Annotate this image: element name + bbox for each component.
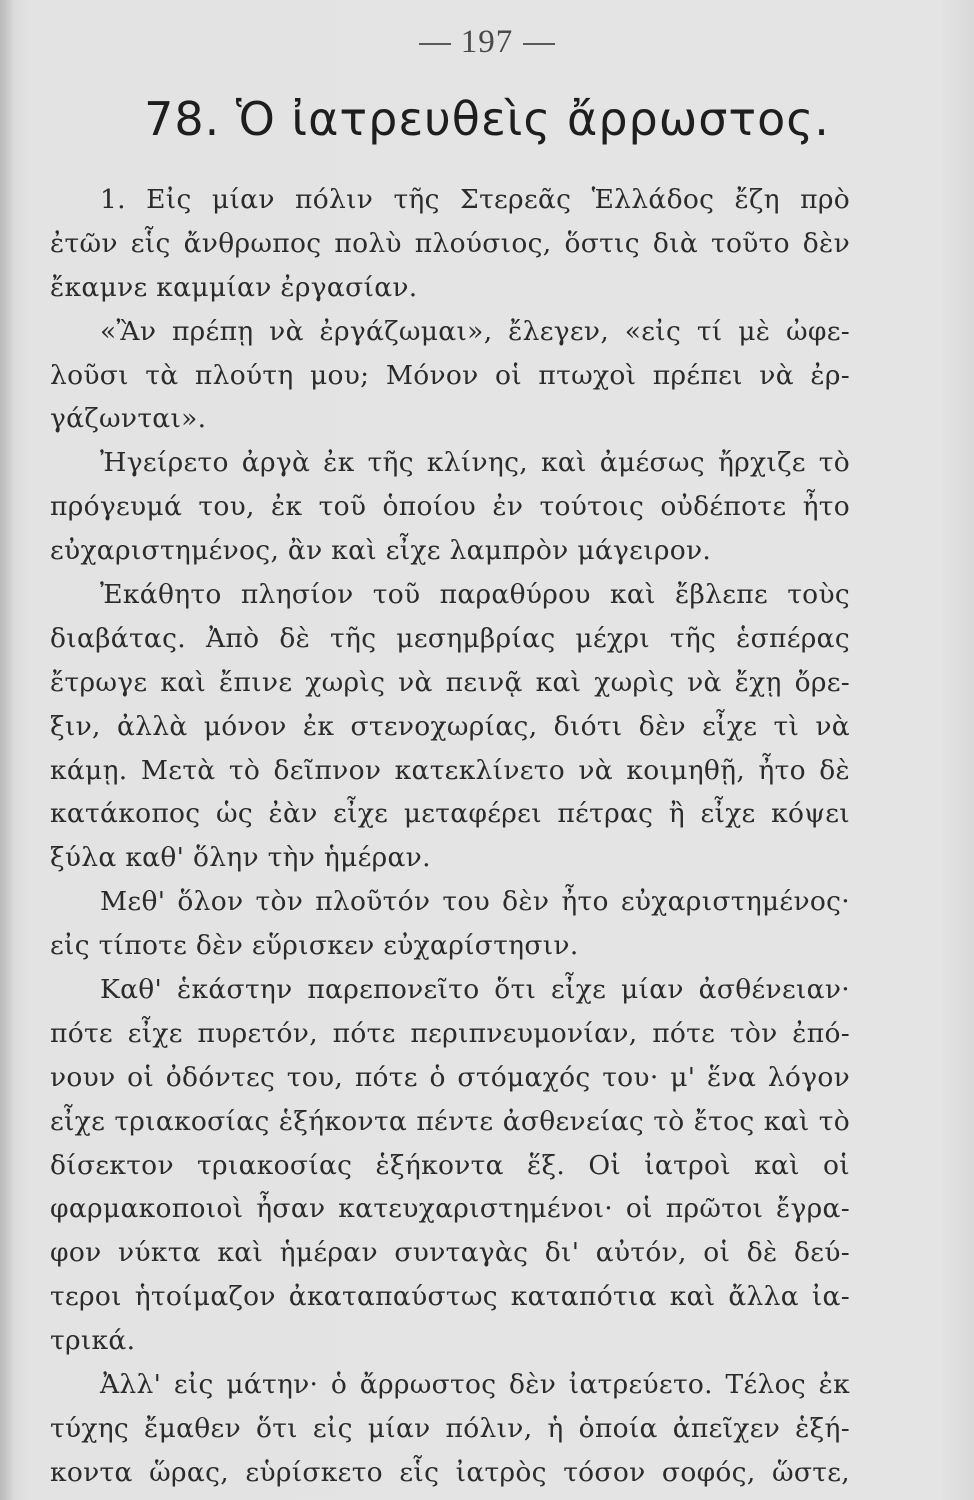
text-line: 1. Εἰς μίαν πόλιν τῆς Στερεᾶς Ἑλλάδος ἔζη πρὸ <box>100 184 850 215</box>
text-line: Ἐκάθητο πλησίον τοῦ παραθύρου καὶ ἔβλεπε τοὺς <box>100 579 850 611</box>
text-line: ἔτρωγε καὶ ἔπινε χωρὶς νὰ πεινᾷ καὶ χωρὶς νὰ ἔχῃ ὄρε- <box>50 666 850 698</box>
text-line: φαρμακοποιοὶ ἦσαν κατευχαριστημένοι· οἱ πρῶτοι ἔγρα- <box>50 1193 850 1225</box>
text-line: φον νύκτα καὶ ἡμέραν συνταγὰς δι' αὐτόν, οἱ δὲ δεύ- <box>50 1237 850 1269</box>
text-line: πότε εἶχε πυρετόν, πότε περιπνευμονίαν, πότε τὸν ἐπό- <box>50 1017 850 1049</box>
text-line: εἰς τίποτε δὲν εὕρισκεν εὐχαρίστησιν. <box>50 930 579 962</box>
text-line: κοντα ὥρας, εὑρίσκετο εἷς ἰατρὸς τόσον σοφός, ὥστε, <box>50 1456 850 1488</box>
text-line: διαβάτας. Ἀπὸ δὲ τῆς μεσημβρίας μέχρι τῆς ἑσπέρας <box>50 622 850 654</box>
text-line: νουν οἱ ὀδόντες του, πότε ὁ στόμαχός του· μ' ἕνα λόγον <box>50 1061 850 1093</box>
text-line: λοῦσι τὰ πλούτη μου; Μόνον οἱ πτωχοὶ πρέπει νὰ ἐρ- <box>50 359 850 391</box>
right-dash <box>523 43 555 45</box>
page-number: 197 <box>460 24 514 60</box>
text-line: δίσεκτον τριακοσίας ἑξήκοντα ἕξ. Οἱ ἰατροὶ καὶ οἱ <box>50 1149 850 1181</box>
text-line: «Ἂν πρέπῃ νὰ ἐργάζωμαι», ἔλεγεν, «εἰς τί μὲ ὠφε- <box>100 315 850 347</box>
text-line: πρόγευμά του, ἐκ τοῦ ὁποίου ἐν τούτοις οὐδέποτε ἦτο <box>50 491 850 523</box>
body-text <box>50 178 850 1495</box>
text-line: τύχης ἔμαθεν ὅτι εἰς μίαν πόλιν, ἡ ὁποία ἀπεῖχεν ἑξή- <box>50 1412 850 1444</box>
text-line: κάμῃ. Μετὰ τὸ δεῖπνον κατεκλίνετο νὰ κοιμηθῇ, ἦτο δὲ <box>50 754 850 786</box>
text-line: εἶχε τριακοσίας ἑξήκοντα πέντε ἀσθενείας τὸ ἔτος καὶ τὸ <box>50 1105 850 1137</box>
text-line: Ἠγείρετο ἀργὰ ἐκ τῆς κλίνης, καὶ ἀμέσως ἤρχιζε τὸ <box>100 447 850 479</box>
text-line: ἔκαμνε καμμίαν ἐργασίαν. <box>50 271 418 303</box>
chapter-title: 78. Ὁ ἰατρευθεὶς ἄρρωστος. <box>144 92 830 146</box>
text-line: εὐχαριστημένος, ἂν καὶ εἶχε λαμπρὸν μάγειρον. <box>50 535 712 567</box>
text-line: Καθ' ἑκάστην παρεπονεῖτο ὅτι εἶχε μίαν ἀσθένειαν· <box>100 974 850 1006</box>
text-line: ἐτῶν εἷς ἄνθρωπος πολὺ πλούσιος, ὅστις διὰ τοῦτο δὲν <box>50 227 850 259</box>
left-dash <box>419 43 451 45</box>
text-line: κατάκοπος ὡς ἐὰν εἶχε μεταφέρει πέτρας ἢ εἶχε κόψει <box>50 798 850 830</box>
text-line: Ἀλλ' εἰς μάτην· ὁ ἄρρωστος δὲν ἰατρεύετο. Τέλος ἐκ <box>100 1369 850 1401</box>
text-line: γάζωνται». <box>50 403 207 435</box>
text-line: τρικά. <box>50 1325 136 1357</box>
spine-shadow <box>0 0 14 1500</box>
text-line: ξύλα καθ' ὅλην τὴν ἡμέραν. <box>50 842 431 874</box>
text-line: ξιν, ἀλλὰ μόνον ἐκ στενοχωρίας, διότι δὲν εἶχε τὶ νὰ <box>50 710 850 742</box>
text-line: τεροι ἡτοίμαζον ἀκαταπαύστως καταπότια καὶ ἄλλα ἰα- <box>50 1281 850 1313</box>
page-number-header <box>0 24 974 61</box>
text-line: Μεθ' ὅλον τὸν πλοῦτόν του δὲν ἦτο εὐχαριστημένος· <box>100 886 850 918</box>
